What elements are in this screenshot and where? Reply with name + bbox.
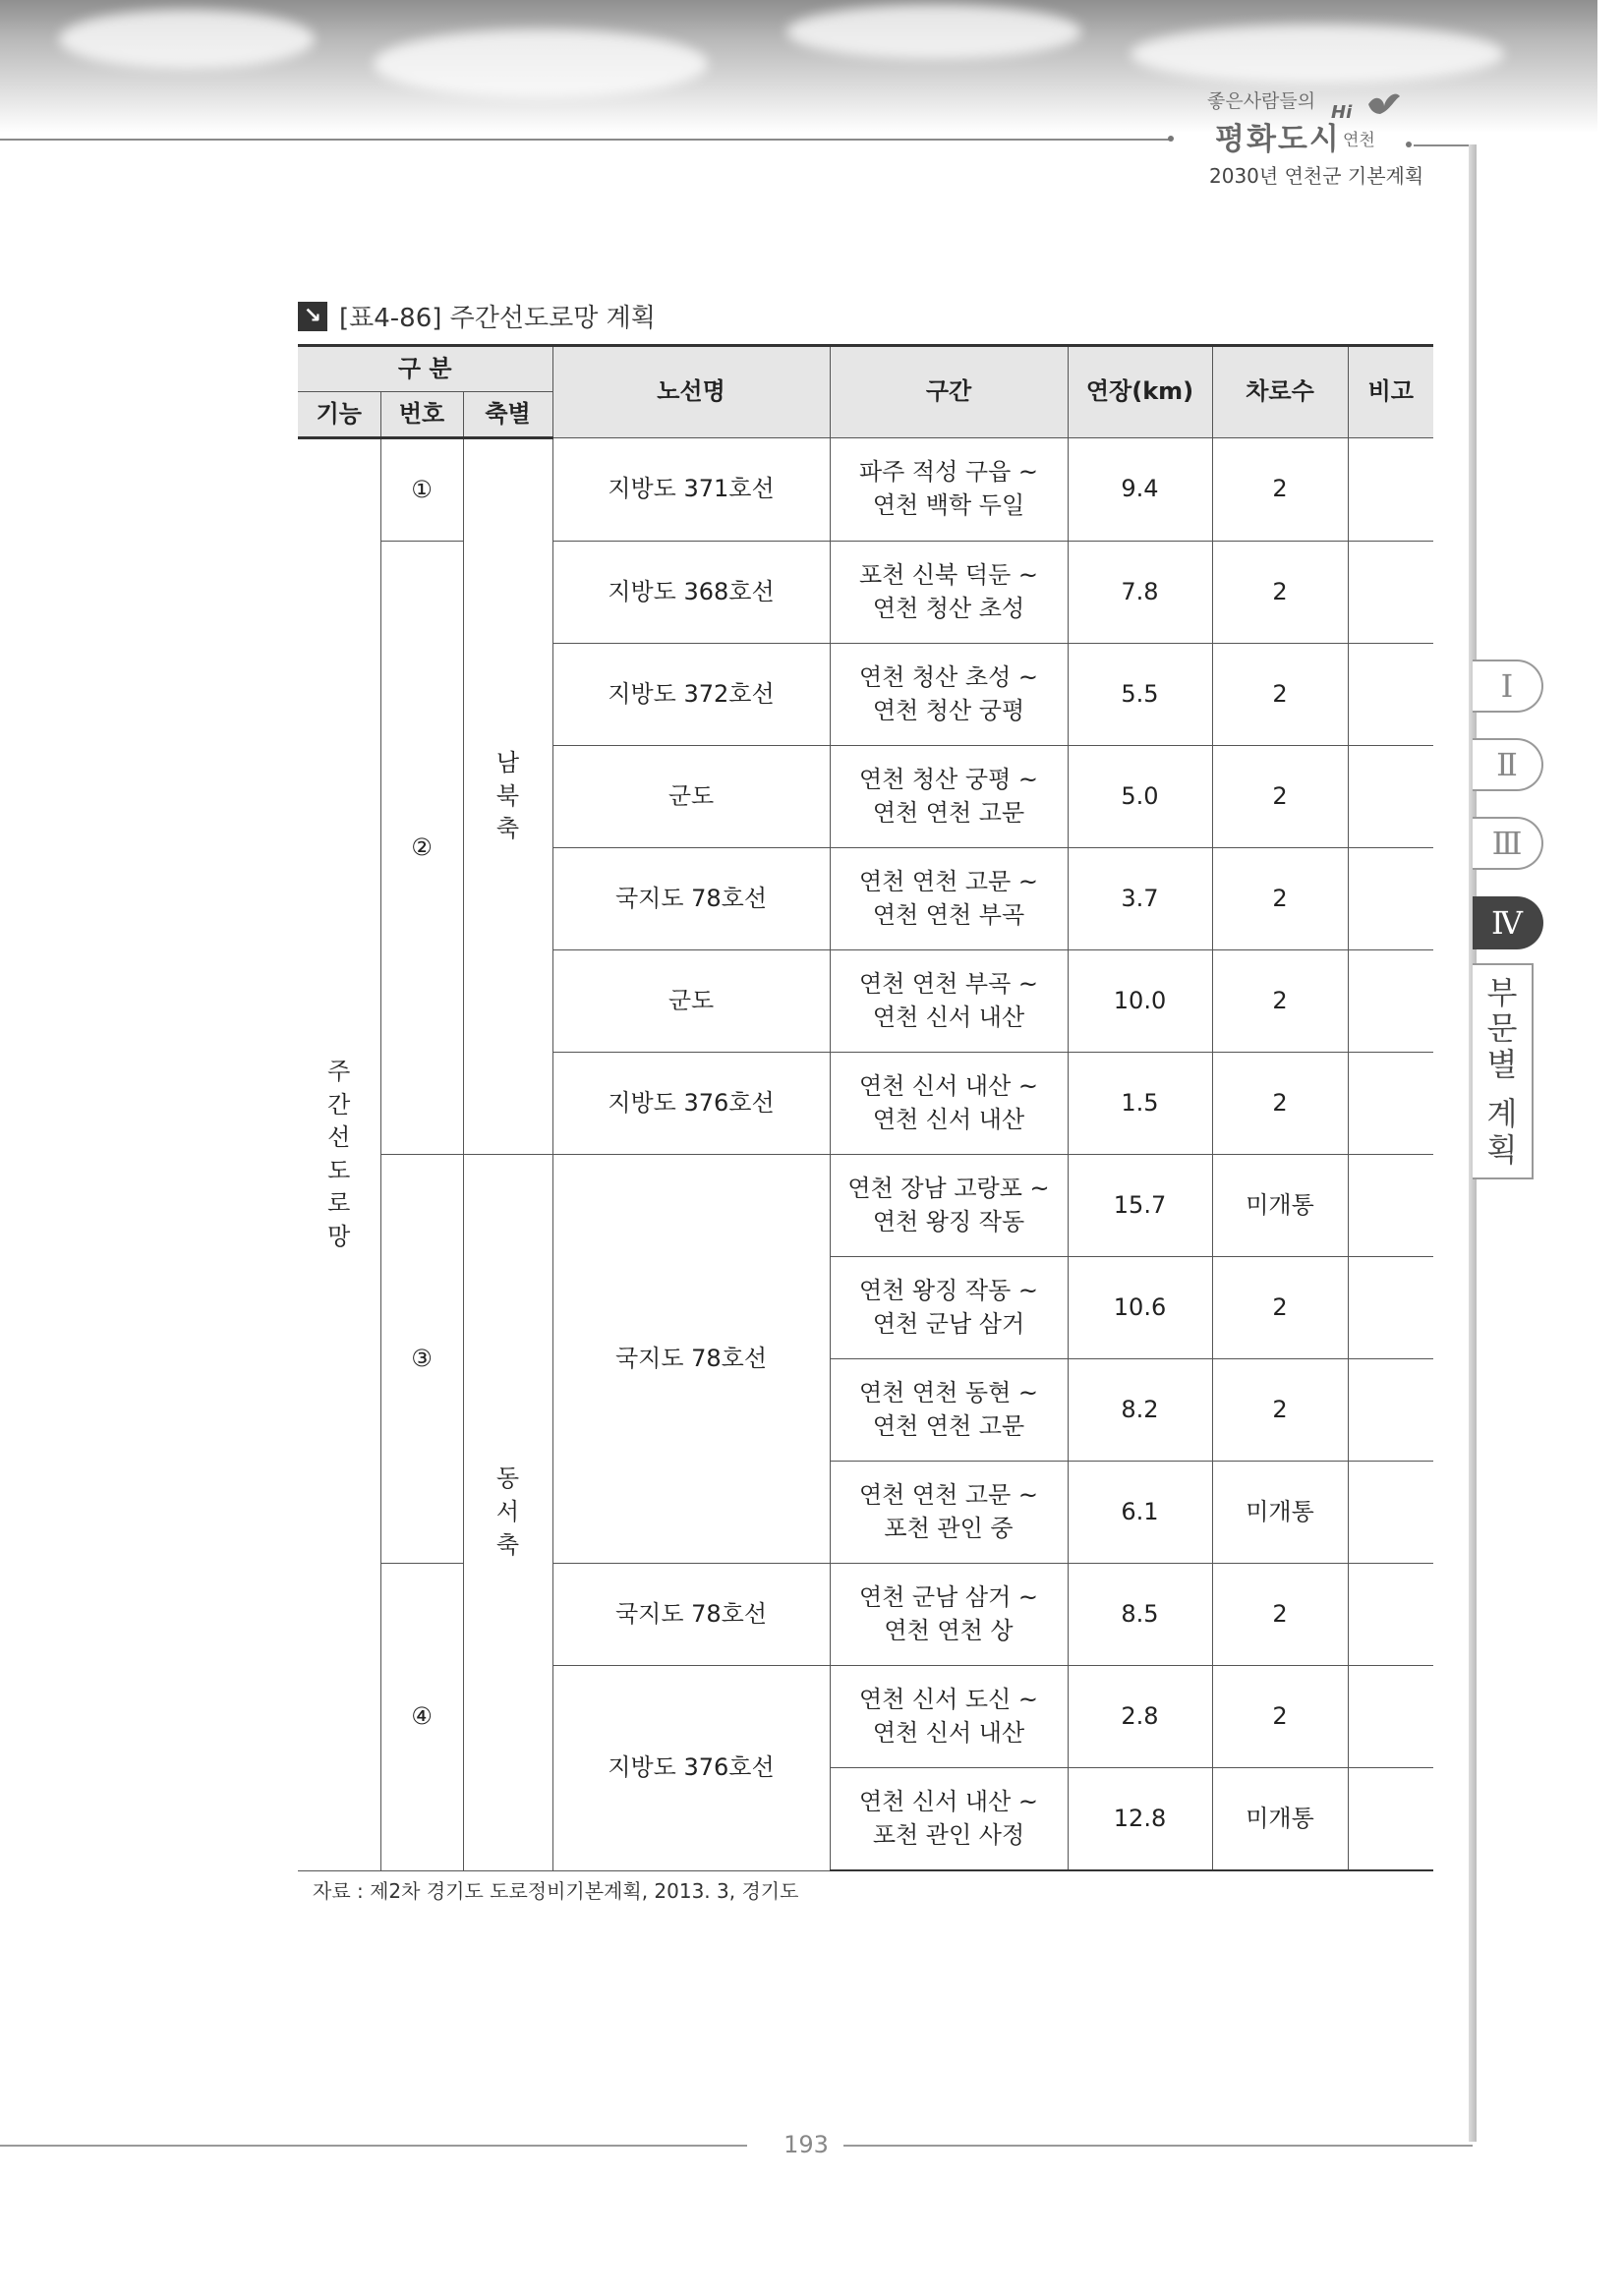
document-subtitle: 2030년 연천군 기본계획 (1209, 164, 1424, 188)
route-cell: 지방도 371호선 (552, 438, 830, 542)
header-length: 연장(km) (1068, 346, 1212, 438)
lanes-cell: 2 (1212, 950, 1348, 1053)
section-start: 포천 신북 덕둔 ~ (858, 560, 1039, 589)
length-cell: 5.0 (1068, 746, 1212, 848)
function-label: 주 간 선 도 로 망 (327, 1057, 351, 1250)
section-end: 연천 청산 초성 (872, 594, 1025, 622)
route-cell: 군도 (552, 950, 830, 1053)
lanes-cell: 미개통 (1212, 1768, 1348, 1871)
header-lanes: 차로수 (1212, 346, 1348, 438)
lanes-cell: 2 (1212, 1666, 1348, 1768)
section-end: 연천 연천 고문 (872, 798, 1025, 827)
length-cell: 1.5 (1068, 1053, 1212, 1155)
route-cell: 군도 (552, 746, 830, 848)
page-number: 193 (783, 2131, 829, 2158)
section-start: 연천 청산 초성 ~ (858, 662, 1039, 691)
section-start: 연천 신서 내산 ~ (858, 1787, 1039, 1815)
section-start: 연천 연천 고문 ~ (858, 867, 1039, 895)
section-cell (830, 1155, 1068, 1257)
note-cell (1348, 542, 1433, 644)
lanes-cell: 2 (1212, 848, 1348, 950)
section-end: 포천 관인 중 (884, 1514, 1014, 1542)
header-section: 구간 (830, 346, 1068, 438)
length-cell: 2.8 (1068, 1666, 1212, 1768)
footer-rule-right (843, 2145, 1473, 2147)
section-end: 연천 연천 고문 (872, 1411, 1025, 1440)
section-start: 연천 군남 삼거 ~ (858, 1582, 1039, 1611)
note-cell (1348, 438, 1433, 542)
length-cell: 6.1 (1068, 1462, 1212, 1564)
lanes-cell: 2 (1212, 542, 1348, 644)
section-start: 연천 청산 궁평 ~ (858, 765, 1039, 793)
header-rule-right (1414, 144, 1473, 146)
section-start: 연천 왕징 작동 ~ (858, 1276, 1039, 1304)
section-cell (830, 950, 1068, 1053)
section-cell (830, 1053, 1068, 1155)
section-end: 연천 신서 내산 (872, 1718, 1025, 1747)
section-cell (830, 1768, 1068, 1871)
length-cell: 3.7 (1068, 848, 1212, 950)
section-cell (830, 1564, 1068, 1666)
header-group: 구 분 (298, 346, 552, 392)
lanes-cell: 2 (1212, 1359, 1348, 1462)
table-title: [표4-86] 주간선도로망 계획 (339, 304, 656, 333)
route-cell: 국지도 78호선 (552, 1155, 830, 1564)
arrow-icon: ↘ (298, 302, 327, 331)
axis-label: 동 서 축 (495, 1464, 520, 1559)
section-cell (830, 1257, 1068, 1359)
chapter-tab-1[interactable]: Ⅰ (1473, 660, 1543, 713)
note-cell (1348, 848, 1433, 950)
lanes-cell: 2 (1212, 1257, 1348, 1359)
section-start: 연천 신서 도신 ~ (858, 1685, 1039, 1713)
logo-title: 평화도시 (1215, 122, 1341, 157)
section-cell (830, 438, 1068, 542)
chapter-tab-3[interactable]: Ⅲ (1473, 817, 1543, 870)
route-cell: 국지도 78호선 (552, 848, 830, 950)
length-cell: 10.0 (1068, 950, 1212, 1053)
footer-rule-left (0, 2145, 747, 2147)
length-cell: 15.7 (1068, 1155, 1212, 1257)
section-cell (830, 1462, 1068, 1564)
route-cell: 지방도 372호선 (552, 644, 830, 746)
logo-tagline: 좋은사람들의 (1207, 90, 1316, 112)
bird-icon (1366, 90, 1402, 120)
lanes-cell: 미개통 (1212, 1462, 1348, 1564)
lanes-cell: 미개통 (1212, 1155, 1348, 1257)
length-cell: 10.6 (1068, 1257, 1212, 1359)
route-cell: 지방도 376호선 (552, 1053, 830, 1155)
header-function: 기능 (298, 392, 380, 438)
header-axis: 축별 (463, 392, 552, 438)
section-start: 연천 연천 동현 ~ (858, 1378, 1039, 1406)
axis-cell (463, 438, 552, 1155)
section-end: 연천 신서 내산 (872, 1003, 1025, 1031)
length-cell: 9.4 (1068, 438, 1212, 542)
note-cell (1348, 1768, 1433, 1871)
note-cell (1348, 1257, 1433, 1359)
section-end: 연천 왕징 작동 (872, 1207, 1025, 1235)
lanes-cell: 2 (1212, 746, 1348, 848)
section-cell (830, 542, 1068, 644)
section-cell (830, 746, 1068, 848)
note-cell (1348, 1666, 1433, 1768)
header-note: 비고 (1348, 346, 1433, 438)
section-end: 연천 백학 두일 (872, 491, 1025, 519)
section-end: 연천 신서 내산 (872, 1105, 1025, 1133)
section-end: 연천 연천 부곡 (872, 900, 1025, 929)
header-dot (1406, 142, 1412, 147)
arterial-road-table (298, 344, 1433, 1871)
note-cell (1348, 1462, 1433, 1564)
table-caption (298, 298, 656, 334)
chapter-tab-4[interactable]: Ⅳ (1473, 896, 1543, 949)
logo-hi: Hi (1331, 102, 1353, 123)
section-cell (830, 1359, 1068, 1462)
number-cell: ③ (380, 1155, 463, 1564)
section-start: 연천 연천 고문 ~ (858, 1480, 1039, 1509)
source-note: 자료 : 제2차 경기도 도로정비기본계획, 2013. 3, 경기도 (313, 1879, 799, 1903)
length-cell: 8.2 (1068, 1359, 1212, 1462)
lanes-cell: 2 (1212, 1053, 1348, 1155)
section-start: 연천 연천 부곡 ~ (858, 969, 1039, 998)
table-row (298, 1155, 1433, 1257)
lanes-cell: 2 (1212, 438, 1348, 542)
function-cell (298, 438, 380, 1871)
section-end: 연천 군남 삼거 (872, 1309, 1025, 1338)
logo-city: 연천 (1343, 131, 1375, 150)
section-cell (830, 1666, 1068, 1768)
header-number: 번호 (380, 392, 463, 438)
note-cell (1348, 1359, 1433, 1462)
note-cell (1348, 950, 1433, 1053)
length-cell: 5.5 (1068, 644, 1212, 746)
section-end: 포천 관인 사정 (872, 1820, 1025, 1849)
length-cell: 7.8 (1068, 542, 1212, 644)
chapter-label-text: 부 문 별 계 획 (1486, 973, 1518, 1169)
route-cell: 지방도 368호선 (552, 542, 830, 644)
chapter-tab-2[interactable]: Ⅱ (1473, 738, 1543, 791)
section-start: 연천 신서 내산 ~ (858, 1071, 1039, 1100)
header-banner (0, 0, 1597, 133)
lanes-cell: 2 (1212, 644, 1348, 746)
section-cell (830, 644, 1068, 746)
route-cell: 국지도 78호선 (552, 1564, 830, 1666)
table-row (298, 438, 1433, 542)
route-cell: 지방도 376호선 (552, 1666, 830, 1871)
length-cell: 8.5 (1068, 1564, 1212, 1666)
section-end: 연천 청산 궁평 (872, 696, 1025, 724)
note-cell (1348, 1564, 1433, 1666)
number-cell: ① (380, 438, 463, 542)
section-cell (830, 848, 1068, 950)
length-cell: 12.8 (1068, 1768, 1212, 1871)
axis-cell (463, 1155, 552, 1871)
section-start: 파주 적성 구읍 ~ (858, 458, 1039, 487)
number-cell: ② (380, 542, 463, 1155)
note-cell (1348, 644, 1433, 746)
number-cell: ④ (380, 1564, 463, 1871)
header-dot (1168, 136, 1174, 142)
header-rule (0, 139, 1170, 141)
axis-label: 남 북 축 (495, 749, 520, 843)
section-start: 연천 장남 고랑포 ~ (847, 1174, 1050, 1202)
lanes-cell: 2 (1212, 1564, 1348, 1666)
chapter-label (1473, 963, 1534, 1179)
header-route: 노선명 (552, 346, 830, 438)
section-end: 연천 연천 상 (884, 1616, 1014, 1644)
note-cell (1348, 746, 1433, 848)
note-cell (1348, 1155, 1433, 1257)
note-cell (1348, 1053, 1433, 1155)
